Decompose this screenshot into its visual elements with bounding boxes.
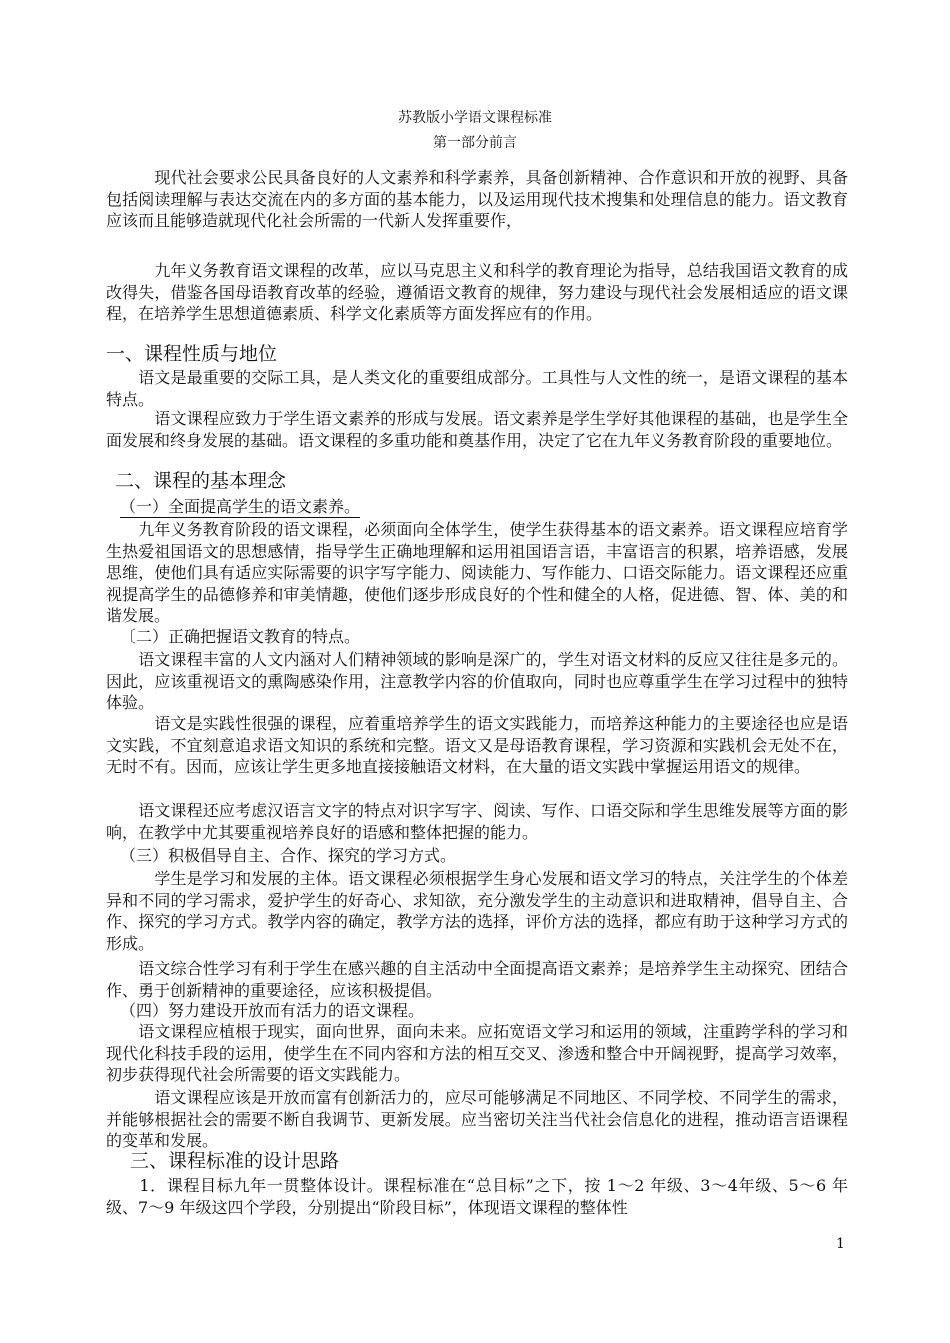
subsection-heading-1-text: （一）全面提高学生的语文素养。 — [120, 497, 361, 516]
section-heading-1: 一、课程性质与地位 — [106, 343, 278, 365]
paragraph-13: 1．课程目标九年一贯整体设计。课程标准在“总目标”之下，按 1～2 年级、3～4年级、5～6 年级、7～9 年级这四个学段，分别提出“阶段目标”，体现语文课程的整体性 — [106, 1176, 848, 1217]
paragraph-10: 语文综合性学习有利于学生在感兴趣的自主活动中全面提高语文素养；是培养学生主动探究、团结合作、勇于创新精神的重要途径，应该积极提倡。 — [106, 959, 848, 1000]
subsection-heading-1 — [120, 497, 360, 517]
paragraph-6: 语文课程丰富的人文内涵对人们精神领域的影响是深广的，学生对语文材料的反应又往往是多元的。因此，应该重视语文的熏陶感染作用，注意教学内容的价值取向，同时也应尊重学生在学习过程中的独特体验。 — [106, 650, 848, 712]
section-heading-3: 三、课程标准的设计思路 — [130, 1150, 340, 1172]
paragraph-4: 语文课程应致力于学生语文素养的形成与发展。语文素养是学生学好其他课程的基础，也是学生全面发展和终身发展的基础。语文课程的多重功能和奠基作用，决定了它在九年义务教育阶段的重要地位。 — [106, 409, 848, 450]
subsection-heading-4: （四）努力建设开放而有活力的语文课程。 — [120, 1001, 425, 1020]
paragraph-5: 九年义务教育阶段的语文课程，必须面向全体学生，使学生获得基本的语文素养。语文课程应培育学生热爱祖国语文的思想感情，指导学生正确地理解和运用祖国语言语，丰富语言的积累，培养语感，发展思维，使他们具有适应实际需要的识字写字能力、阅读能力、写作能力、口语交际能力。语文课程还应重视提高学生的品德修养和审美情趣，使他们逐步形成良好的个性和健全的人格，促进德、智、体、美的和谐发展。 — [106, 520, 848, 625]
paragraph-12: 语文课程应该是开放而富有创新活力的，应尽可能够满足不同地区、不同学校、不同学生的需求，并能够根据社会的需要不断自我调节、更新发展。应当密切关注当代社会信息化的进程，推动语言语课程的变革和发展。 — [106, 1088, 848, 1150]
paragraph-3: 语文是最重要的交际工具，是人类文化的重要组成部分。工具性与人文性的统一，是语文课程的基本特点。 — [106, 368, 848, 409]
paragraph-8: 语文课程还应考虑汉语言文字的特点对识字写字、阅读、写作、口语交际和学生思维发展等方面的影响，在教学中尤其要重视培养良好的语感和整体把握的能力。 — [106, 801, 848, 842]
document-title: 苏教版小学语文课程标准 — [398, 110, 552, 126]
document-subtitle: 第一部分前言 — [433, 135, 517, 151]
page-number: 1 — [836, 1236, 845, 1252]
subsection-heading-2: 〔二）正确把握语文教育的特点。 — [120, 627, 361, 646]
paragraph-2: 九年义务教育语文课程的改革，应以马克思主义和科学的教育理论为指导，总结我国语文教育的成改得失，借鉴各国母语教育改革的经验，遵循语文教育的规律，努力建设与现代社会发展相适应的语文课程，在培养学生思想道德素质、科学文化素质等方面发挥应有的作用。 — [106, 261, 848, 323]
paragraph-7: 语文是实践性很强的课程，应着重培养学生的语文实践能力，而培养这种能力的主要途径也应是语文实践，不宜刻意追求语文知识的系统和完整。语文又是母语教育课程，学习资源和实践机会无处不在，无时不有。因而，应该让学生更多地直接接触语文材料，在大量的语文实践中掌握运用语文的规律。 — [106, 714, 848, 776]
section-heading-2: 二、课程的基本理念 — [115, 470, 287, 492]
paragraph-9: 学生是学习和发展的主体。语文课程必须根据学生身心发展和语文学习的特点，关注学生的个体差异和不同的学习需求，爱护学生的好奇心、求知欲，充分激发学生的主动意识和进取精神，倡导自主、合作、探究的学习方式。教学内容的确定，教学方法的选择，评价方法的选择，都应有助于这种学习方式的形成。 — [106, 869, 848, 953]
subsection-heading-3: （三）积极倡导自主、合作、探究的学习方式。 — [120, 846, 457, 865]
paragraph-11: 语文课程应植根于现实，面向世界，面向未来。应拓宽语文学习和运用的领域，注重跨学科的学习和现代化科技手段的运用，使学生在不同内容和方法的相互交叉、渗透和整合中开阔视野，提高学习效率，初步获得现代社会所需要的语文实践能力。 — [106, 1022, 848, 1084]
paragraph-1: 现代社会要求公民具备良好的人文素养和科学素养，具备创新精神、合作意识和开放的视野、具备包括阅读理解与表达交流在内的多方面的基本能力，以及运用现代技术搜集和处理信息的能力。语文教育应该而且能够造就现代化社会所需的一代新人发挥重要作， — [106, 168, 848, 230]
